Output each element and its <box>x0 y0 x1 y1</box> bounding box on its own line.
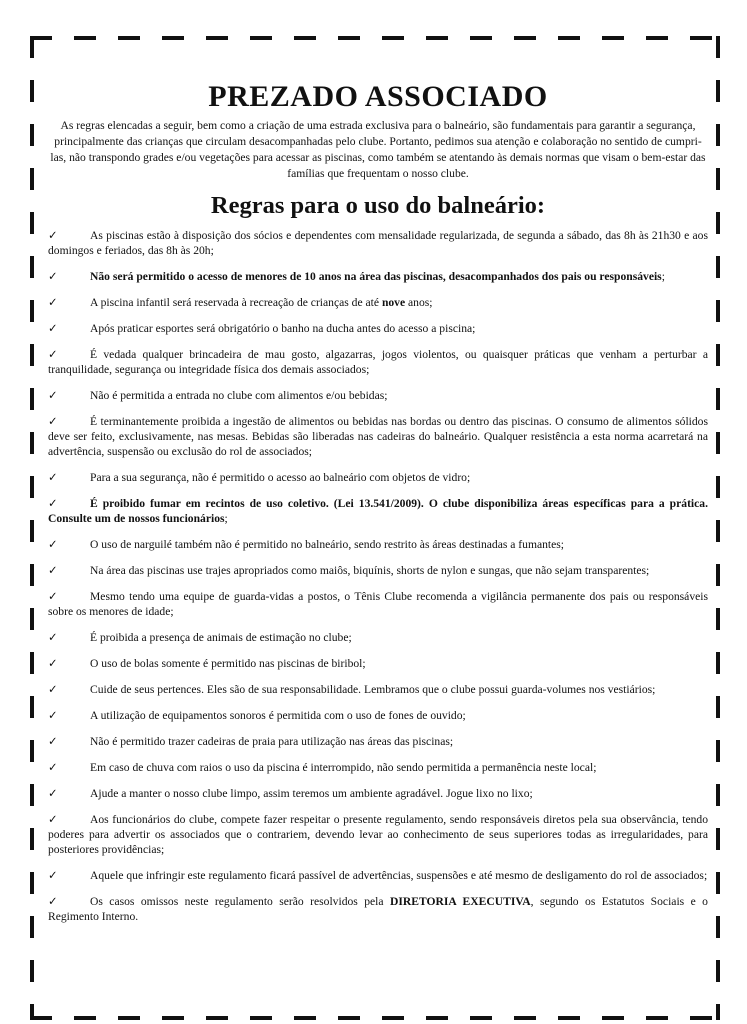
border-bottom <box>30 1016 720 1020</box>
rule-bold-text: nove <box>381 296 406 309</box>
check-icon: ✓ <box>48 415 58 428</box>
border-left <box>30 36 34 1020</box>
rule-item <box>48 589 708 619</box>
rule-text: ; <box>224 512 228 525</box>
rule-text: ; <box>661 270 665 283</box>
check-icon: ✓ <box>48 348 58 361</box>
rule-item <box>48 894 708 924</box>
rule-text: É vedada qualquer brincadeira de mau gosto, algazarras, jogos violentos, ou quaisquer práticas que venham a perturbar a tranquilidade, segurança ou integridade física dos demais associados; <box>48 348 708 376</box>
rule-item <box>48 388 708 403</box>
rule-text: Para a sua segurança, não é permitido o acesso ao balneário com objetos de vidro; <box>90 471 471 484</box>
rule-text: É terminantemente proibida a ingestão de alimentos ou bebidas nas bordas ou dentro das piscinas. O consumo de alimentos sólidos deve ser feito, exclusivamente, nas mesas. Bebidas são liberadas nas cadeiras do balneário. Qualquer resistência a esta norma acarretará na advertência, suspensão ou exclusão do rol de associados; <box>48 415 708 458</box>
rule-text: O uso de bolas somente é permitido nas piscinas de biribol; <box>90 657 366 670</box>
rule-bold-text: É proibido fumar em recintos de uso coletivo. (Lei 13.541/2009). O clube disponibiliza áreas específicas para a prática. Consulte um de nossos funcionários <box>48 497 708 525</box>
rule-text: A utilização de equipamentos sonoros é permitida com o uso de fones de ouvido; <box>90 709 466 722</box>
document-body <box>48 80 708 935</box>
rule-item <box>48 812 708 857</box>
rule-text: Cuide de seus pertences. Eles são de sua responsabilidade. Lembramos que o clube possui guarda-volumes nos vestiários; <box>90 683 656 696</box>
rule-item <box>48 295 708 310</box>
border-right <box>716 36 720 1020</box>
check-icon: ✓ <box>48 683 58 696</box>
rule-item <box>48 868 708 883</box>
rules-list <box>48 228 708 924</box>
check-icon: ✓ <box>48 538 58 551</box>
rule-item <box>48 496 708 526</box>
rule-text: É proibida a presença de animais de estimação no clube; <box>90 631 352 644</box>
check-icon: ✓ <box>48 813 58 826</box>
rule-item <box>48 656 708 671</box>
check-icon: ✓ <box>48 709 58 722</box>
check-icon: ✓ <box>48 631 58 644</box>
check-icon: ✓ <box>48 471 58 484</box>
check-icon: ✓ <box>48 895 58 908</box>
rule-text: Mesmo tendo uma equipe de guarda-vidas a postos, o Tênis Clube recomenda a vigilância permanente dos pais ou responsáveis sobre os menores de idade; <box>48 590 708 618</box>
rule-text: , segundo os Estatutos Sociais e o Regimento Interno. <box>48 895 708 923</box>
check-icon: ✓ <box>48 322 58 335</box>
intro-paragraph: As regras elencadas a seguir, bem como a criação de uma estrada exclusiva para o balneário, são fundamentais para garantir a segurança, principalmente das crianças que circulam desacompanhadas pelo clube. Portanto, pedimos sua atenção e colaboração no sentido de cumpri-las, não transpondo grades e/ou vegetações para acessar as piscinas, como também se atentando às demais normas que visam o bem-estar das famílias que frequentam o nosso clube. <box>50 119 706 180</box>
rule-text: O uso de narguilé também não é permitido no balneário, sendo restrito às áreas destinadas a fumantes; <box>90 538 565 551</box>
rule-text: As piscinas estão à disposição dos sócios e dependentes com mensalidade regularizada, de segunda a sábado, das 8h às 21h30 e aos domingos e feriados, das 8h às 20h; <box>48 229 708 257</box>
rule-item <box>48 347 708 377</box>
rule-text: Aquele que infringir este regulamento ficará passível de advertências, suspensões e até mesmo de desligamento do rol de associados; <box>90 869 708 882</box>
check-icon: ✓ <box>48 296 58 309</box>
rules-heading: Regras para o uso do balneário: <box>210 192 546 219</box>
rule-item <box>48 786 708 801</box>
document-title: PREZADO ASSOCIADO <box>208 80 548 113</box>
rule-text: Os casos omissos neste regulamento serão resolvidos pela <box>90 895 390 908</box>
rule-item <box>48 682 708 697</box>
check-icon: ✓ <box>48 389 58 402</box>
check-icon: ✓ <box>48 564 58 577</box>
check-icon: ✓ <box>48 497 58 510</box>
rule-text: A piscina infantil será reservada à recreação de crianças de até <box>90 296 382 309</box>
check-icon: ✓ <box>48 735 58 748</box>
check-icon: ✓ <box>48 761 58 774</box>
rule-text: Em caso de chuva com raios o uso da piscina é interrompido, não sendo permitida a permanência neste local; <box>90 761 597 774</box>
rule-text: Ajude a manter o nosso clube limpo, assim teremos um ambiente agradável. Jogue lixo no lixo; <box>90 787 533 800</box>
rule-item <box>48 760 708 775</box>
rule-item <box>48 321 708 336</box>
check-icon: ✓ <box>48 270 58 283</box>
rule-item <box>48 734 708 749</box>
check-icon: ✓ <box>48 657 58 670</box>
rule-item <box>48 708 708 723</box>
check-icon: ✓ <box>48 229 58 242</box>
rule-item <box>48 414 708 459</box>
check-icon: ✓ <box>48 869 58 882</box>
rule-item <box>48 630 708 645</box>
check-icon: ✓ <box>48 787 58 800</box>
rule-item <box>48 537 708 552</box>
rule-item <box>48 269 708 284</box>
rule-bold-text: DIRETORIA EXECUTIVA <box>389 895 531 908</box>
rule-text: Não é permitida a entrada no clube com alimentos e/ou bebidas; <box>90 389 388 402</box>
rule-item <box>48 228 708 258</box>
rule-text: anos; <box>405 296 433 309</box>
rule-text: Não é permitido trazer cadeiras de praia para utilização nas áreas das piscinas; <box>90 735 454 748</box>
rule-item <box>48 470 708 485</box>
border-top <box>30 36 720 40</box>
rule-item <box>48 563 708 578</box>
rule-text: Na área das piscinas use trajes apropriados como maiôs, biquínis, shorts de nylon e sungas, que não sejam transparentes; <box>90 564 650 577</box>
rule-bold-text: Não será permitido o acesso de menores de 10 anos na área das piscinas, desacompanhados dos pais ou responsáveis <box>90 270 662 283</box>
rule-text: Após praticar esportes será obrigatório o banho na ducha antes do acesso a piscina; <box>90 322 476 335</box>
check-icon: ✓ <box>48 590 58 603</box>
rule-text: Aos funcionários do clube, compete fazer respeitar o presente regulamento, sendo responsáveis diretos pela sua observância, tendo poderes para advertir os associados que o contrariem, devendo levar ao conhecimento de seus superiores todas as irregularidades, para posteriores providências; <box>48 813 708 856</box>
